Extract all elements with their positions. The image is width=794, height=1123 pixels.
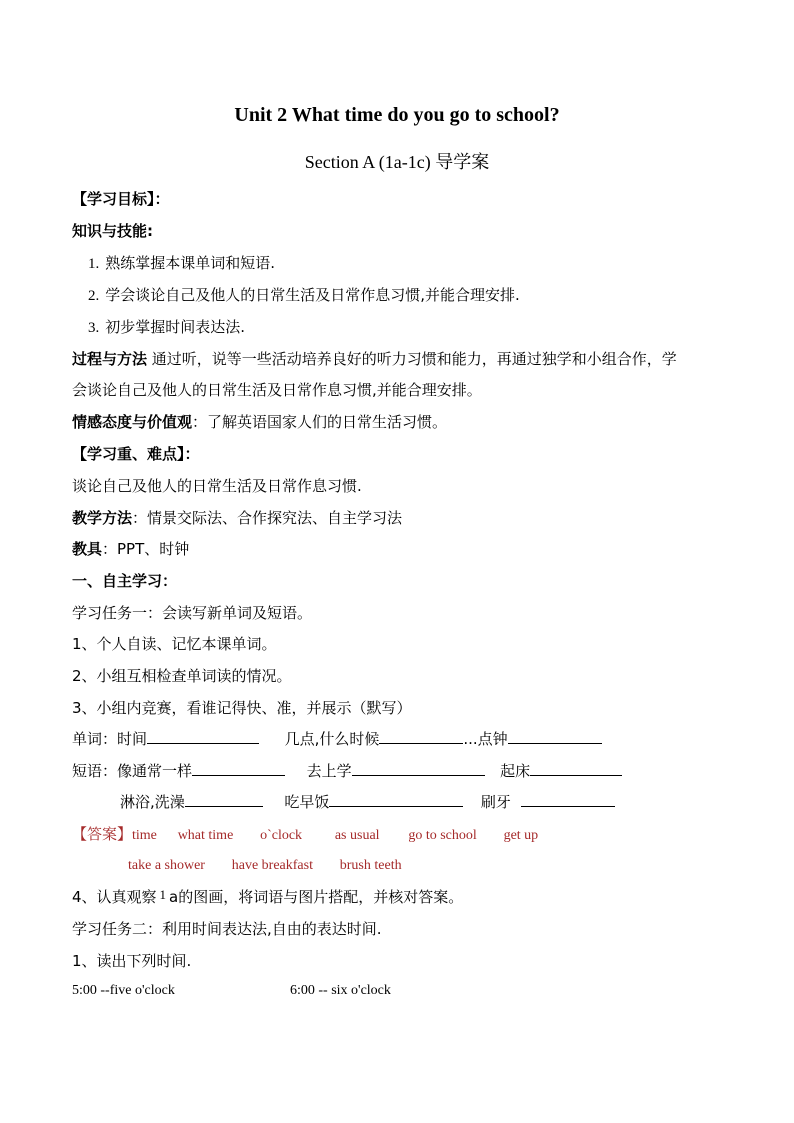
task2-text: 学习任务二：利用时间表达法,自由的表达时间. [72, 920, 382, 938]
knowledge-item: 2. 学会谈论自己及他人的日常生活及日常作息习惯,并能合理安排. [88, 286, 520, 304]
answer-blank[interactable] [147, 729, 259, 744]
phrases-row-2: 淋浴,洗澡 吃早饭 刷牙 [120, 791, 615, 812]
step4-text: 4、认真观察 1 a的图画，将词语与图片搭配，并核对答案。 [72, 887, 464, 906]
page-title: Unit 2 What time do you go to school? [234, 104, 560, 126]
step3-text: 3、小组内竞赛，看谁记得快、准，并展示（默写） [72, 699, 412, 717]
method-line: 教学方法：情景交际法、合作探究法、自主学习法 [72, 509, 403, 527]
time-example-2: 6:00 -- six o'clock [290, 983, 391, 998]
answer-blank[interactable] [352, 761, 485, 776]
page-subtitle: Section A (1a-1c) 导学案 [304, 152, 490, 172]
knowledge-item: 1. 熟练掌握本课单词和短语. [88, 254, 276, 272]
answer-blank[interactable] [521, 792, 615, 807]
goals-heading: 【学习目标】： [72, 190, 170, 208]
time-example-1: 5:00 --five o'clock [72, 983, 175, 998]
step1-text: 1、个人自读、记忆本课单词。 [72, 635, 277, 653]
answer-blank[interactable] [530, 761, 622, 776]
answer-blank[interactable] [329, 792, 463, 807]
tools-line: 教具：PPT、时钟 [72, 540, 190, 558]
knowledge-item: 3. 初步掌握时间表达法. [88, 318, 246, 336]
answer-blank[interactable] [192, 761, 285, 776]
phrases-row-1: 短语：像通常一样 去上学 起床 [72, 760, 622, 781]
section1-heading: 一、自主学习： [72, 572, 178, 590]
answers-row-1: 【答案】time what time o`clock as usual go to school get up [72, 825, 539, 843]
process-paragraph: 过程与方法 通过听，说等一些活动培养良好的听力习惯和能力，再通过独学和小组合作，学 [72, 350, 677, 368]
emotion-paragraph: 情感态度与价值观：了解英语国家人们的日常生活习惯。 [72, 413, 448, 431]
step2-text: 2、小组互相检查单词读的情况。 [72, 667, 292, 685]
knowledge-heading: 知识与技能: [72, 222, 153, 240]
read-times-text: 1、读出下列时间. [72, 952, 192, 970]
process-paragraph-cont: 会谈论自己及他人的日常生活及日常作息习惯,并能合理安排。 [72, 381, 482, 399]
answer-blank[interactable] [508, 729, 602, 744]
answer-blank[interactable] [185, 792, 263, 807]
words-row: 单词：时间 几点,什么时候 ...点钟 [72, 728, 602, 749]
task1-text: 学习任务一：会读写新单词及短语。 [72, 604, 313, 622]
key-heading: 【学习重、难点】： [72, 445, 200, 463]
answer-blank[interactable] [379, 729, 463, 744]
answers-row-2: take a shower have breakfast brush teeth [128, 858, 402, 873]
key-text: 谈论自己及他人的日常生活及日常作息习惯. [72, 477, 362, 495]
